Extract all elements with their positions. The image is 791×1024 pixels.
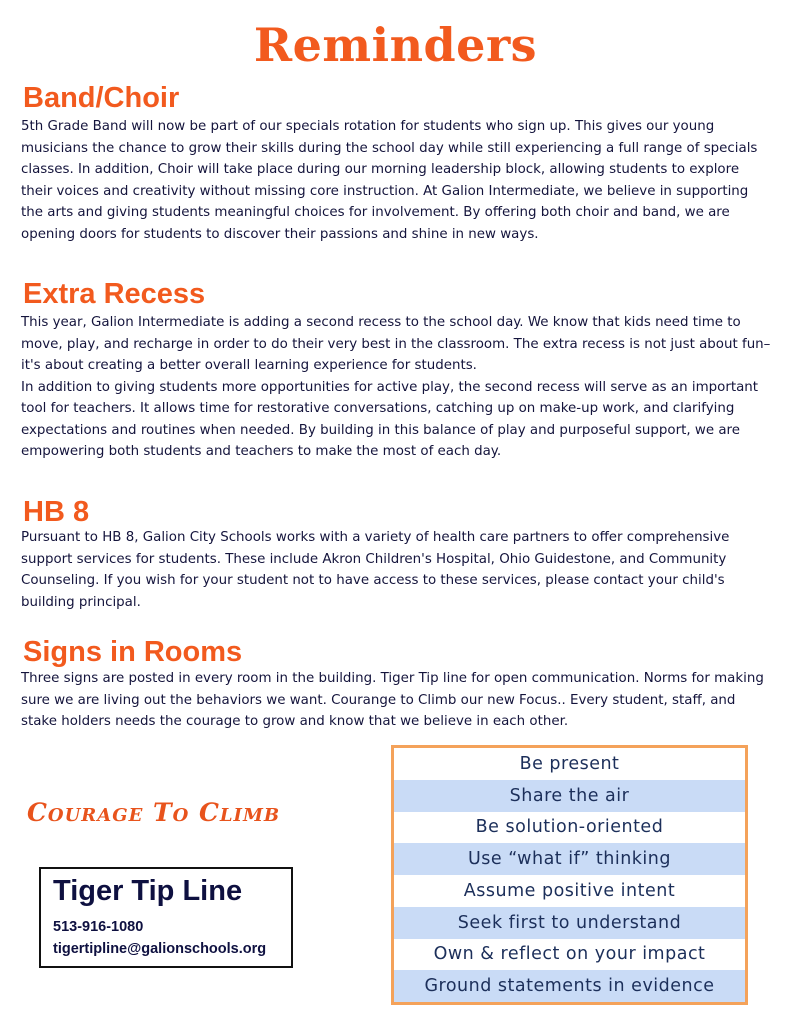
paragraph: 5th Grade Band will now be part of our specials rotation for students who sign up. This gives our young musicians the chance to grow their skills during the school day while still experiencing a full range of specials classes. In addition, Choir will take place during our morning leadership block, allowing students to explore their voices and creativity without missing core instruction. At Galion Intermediate, we believe in supporting the arts and giving students meaningful choices for involvement. By offering both choir and band, we are opening doors for students to discover their passions and shine in new ways. [21,119,758,242]
section-body-signs-in-rooms [21,668,773,733]
section-heading-hb8: HB 8 [23,496,90,528]
tip-line-title: Tiger Tip Line [53,875,243,907]
paragraph: This year, Galion Intermediate is adding a second recess to the school day. We know that kids need time to move, play, and recharge in order to do their very best in the classroom. The extra recess is not just about fun–it's about creating a better overall learning experience for students. [21,315,771,373]
norm-item: Share the air [394,780,745,812]
tip-line-phone: 513-916-1080 [53,919,144,935]
section-body-band-choir [21,116,773,245]
norm-item: Be present [519,753,620,774]
page-title: Reminders [253,18,538,72]
norm-item: Be solution-oriented [475,817,664,838]
norm-item: Own & reflect on your impact [433,944,706,965]
courage-to-climb-logo: Courage To Climb [27,798,281,827]
section-body-hb8 [21,527,773,613]
section-heading-extra-recess: Extra Recess [23,278,206,310]
section-heading-band-choir: Band/Choir [23,82,180,114]
norms-list [391,745,748,1005]
section-body-extra-recess [21,312,773,463]
paragraph: Pursuant to HB 8, Galion City Schools works with a variety of health care partners to offer comprehensive support services for students. These include Akron Children's Hospital, Ohio Guidestone, and Community Counseling. If you wish for your student not to have access to these services, please contact your child's building principal. [21,530,730,610]
norm-item: Use “what if” thinking [394,843,745,875]
norm-item: Seek first to understand [394,907,745,939]
tip-line-email: tigertipline@galionschools.org [53,941,267,957]
norm-item: Assume positive intent [463,880,676,901]
norm-item: Ground statements in evidence [394,970,745,1002]
paragraph: Three signs are posted in every room in the building. Tiger Tip line for open communication. Norms for making sure we are living out the behaviors we want. Courange to Climb our new Focus.. Every student, staff, and stake holders needs the courage to grow and know that we believe in each other. [21,671,764,729]
section-heading-signs-in-rooms: Signs in Rooms [23,636,243,668]
paragraph: In addition to giving students more opportunities for active play, the second recess will serve as an important tool for teachers. It allows time for restorative conversations, catching up on make-up work, and clarifying expectations and routines when needed. By building in this balance of play and purposeful support, we are empowering both students and teachers to make the most of each day. [21,379,759,459]
tiger-tip-line-box [39,867,293,968]
